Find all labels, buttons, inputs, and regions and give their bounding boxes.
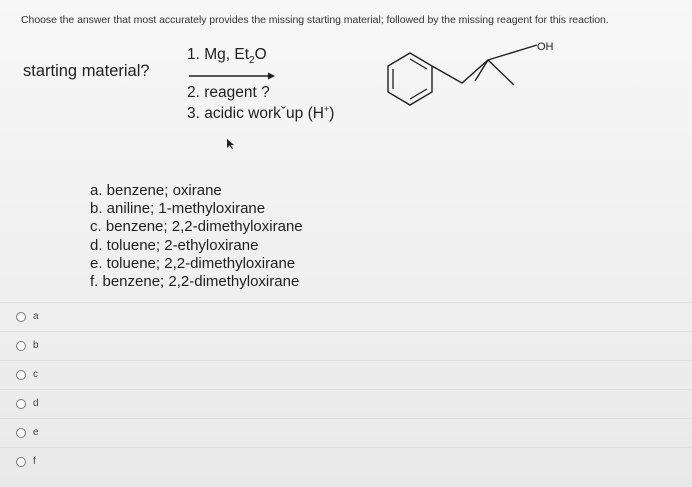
question-prompt: Choose the answer that most accurately provides the missing starting material; followed by the missing reagent for this reaction. xyxy=(21,14,609,26)
oh-bond xyxy=(488,45,537,60)
option-row-b[interactable] xyxy=(0,331,692,360)
reagent-step-2: 2. reagent ? xyxy=(187,84,270,101)
option-row-a[interactable] xyxy=(0,302,692,331)
product-structure xyxy=(380,36,580,126)
benzene-ring xyxy=(388,53,432,105)
answer-choices-list xyxy=(90,182,303,291)
step-3-text: 3. acidic workˇup (H xyxy=(187,105,324,123)
step-1-subscript: 2 xyxy=(249,55,255,67)
step-1-suffix: O xyxy=(254,46,267,63)
step-3-superscript: + xyxy=(323,104,330,114)
radio-button-e[interactable] xyxy=(16,428,26,438)
choice-e: e. toluene; 2,2-dimethyloxirane xyxy=(90,254,296,272)
choice-a: a. benzene; oxirane xyxy=(90,182,222,199)
option-row-f[interactable] xyxy=(0,447,692,476)
ring-double-bond-2 xyxy=(410,89,427,99)
radio-button-d[interactable] xyxy=(16,399,26,409)
radio-button-f[interactable] xyxy=(16,457,26,467)
choice-c: c. benzene; 2,2-dimethyloxirane xyxy=(90,218,303,236)
oh-label: OH xyxy=(537,41,554,53)
reagent-step-1 xyxy=(187,46,267,66)
option-row-c[interactable] xyxy=(0,360,692,389)
radio-options xyxy=(0,302,692,476)
option-label-d[interactable]: d xyxy=(33,398,39,409)
option-label-c[interactable]: c xyxy=(33,369,38,380)
reaction-arrow-icon xyxy=(188,70,276,82)
step-1-text: 1. Mg, Et xyxy=(187,46,250,63)
reaction-scheme xyxy=(0,0,692,180)
choice-b: b. aniline; 1-methyloxirane xyxy=(90,200,266,218)
option-label-f[interactable]: f xyxy=(33,456,36,467)
mouse-cursor-icon xyxy=(225,138,235,150)
reagent-step-3 xyxy=(187,104,334,123)
option-label-a[interactable]: a xyxy=(33,311,39,322)
starting-material-label: starting material? xyxy=(23,62,150,80)
option-row-d[interactable] xyxy=(0,389,692,418)
radio-button-c[interactable] xyxy=(16,370,26,380)
radio-button-b[interactable] xyxy=(16,341,26,351)
option-label-b[interactable]: b xyxy=(33,340,39,351)
option-label-e[interactable]: e xyxy=(33,427,39,438)
ring-double-bond-1 xyxy=(410,59,427,69)
carbon-chain xyxy=(432,60,514,85)
choice-d: d. toluene; 2-ethyloxirane xyxy=(90,236,259,254)
radio-button-a[interactable] xyxy=(16,312,26,322)
step-3-suffix: ) xyxy=(329,105,335,123)
choice-f: f. benzene; 2,2-dimethyloxirane xyxy=(90,273,300,291)
option-row-e[interactable] xyxy=(0,418,692,447)
